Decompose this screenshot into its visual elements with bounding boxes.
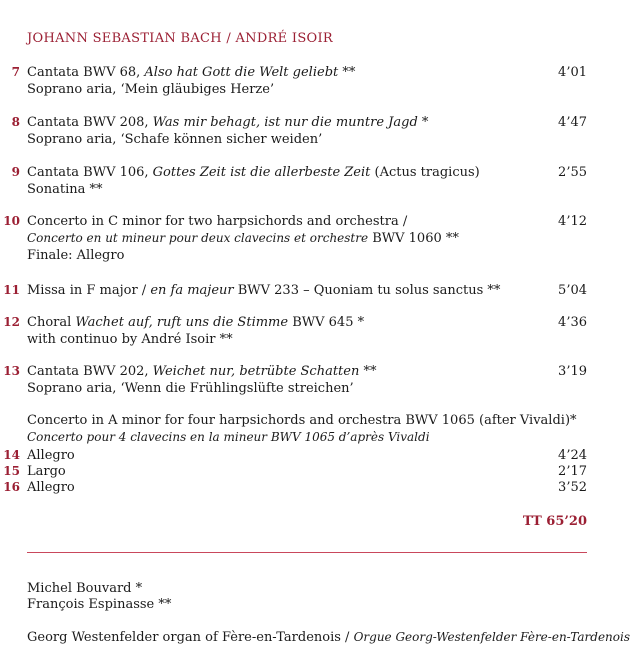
track-number: 7 [11, 65, 20, 79]
concerto-subtitle: Concerto pour 4 clavecins en la mineur BWV 1065 d’après Vivaldi [27, 430, 430, 444]
track-number: 10 [3, 214, 20, 228]
track-duration: 4’47 [558, 115, 587, 130]
track-duration: 5’04 [558, 283, 587, 298]
track-title: Cantata BWV 208, Was mir behagt, ist nur die muntre Jagd * Soprano aria, ‘Schafe können sicher weiden’ [27, 115, 429, 147]
track-title: Concerto in C minor for two harpsichords and orchestra / Concerto en ut mineur pour deux clavecins et orchestre BWV 1060 ** Finale: Allegro [27, 214, 459, 263]
track-duration: 4’24 [558, 448, 587, 463]
track-number: 16 [3, 480, 20, 494]
track-duration: 3’19 [558, 364, 587, 379]
track-number: 13 [3, 364, 20, 378]
movement-name: Largo [27, 464, 66, 479]
track-number: 15 [3, 464, 20, 478]
track-duration: 2’55 [558, 165, 587, 180]
movement-name: Allegro [27, 448, 75, 463]
organ-credit: Georg Westenfelder organ of Fère-en-Tardenois / Orgue Georg-Westenfelder Fère-en-Tardenois [27, 630, 630, 645]
track-duration: 3’52 [558, 480, 587, 495]
movement-name: Allegro [27, 480, 75, 495]
track-duration: 4’12 [558, 214, 587, 229]
track-duration: 4’01 [558, 65, 587, 80]
credit-line: François Espinasse ** [27, 597, 172, 612]
credit-line: Michel Bouvard * [27, 581, 143, 596]
track-title: Choral Wachet auf, ruft uns die Stimme BWV 645 * with continuo by André Isoir ** [27, 315, 365, 347]
track-title: Cantata BWV 68, Also hat Gott die Welt geliebt ** Soprano aria, ‘Mein gläubiges Herze’ [27, 65, 356, 97]
concerto-title: Concerto in A minor for four harpsichords and orchestra BWV 1065 (after Vivaldi)* [27, 413, 577, 428]
track-title: Cantata BWV 202, Weichet nur, betrübte Schatten ** Soprano aria, ‘Wenn die Frühlingslüfte streichen’ [27, 364, 377, 396]
track-duration: 4’36 [558, 315, 587, 330]
track-number: 9 [11, 165, 20, 179]
track-number: 11 [3, 283, 20, 297]
track-duration: 2’17 [558, 464, 587, 479]
track-number: 12 [3, 315, 20, 329]
track-title: Cantata BWV 106, Gottes Zeit ist die allerbeste Zeit (Actus tragicus) Sonatina ** [27, 165, 480, 197]
track-number: 14 [3, 448, 20, 462]
track-title: Missa in F major / en fa majeur BWV 233 – Quoniam tu solus sanctus ** [27, 283, 501, 298]
track-number: 8 [11, 115, 20, 129]
divider [27, 552, 587, 553]
section-heading: JOHANN SEBASTIAN BACH / ANDRÉ ISOIR [27, 31, 334, 46]
total-time: TT 65’20 [522, 514, 587, 529]
